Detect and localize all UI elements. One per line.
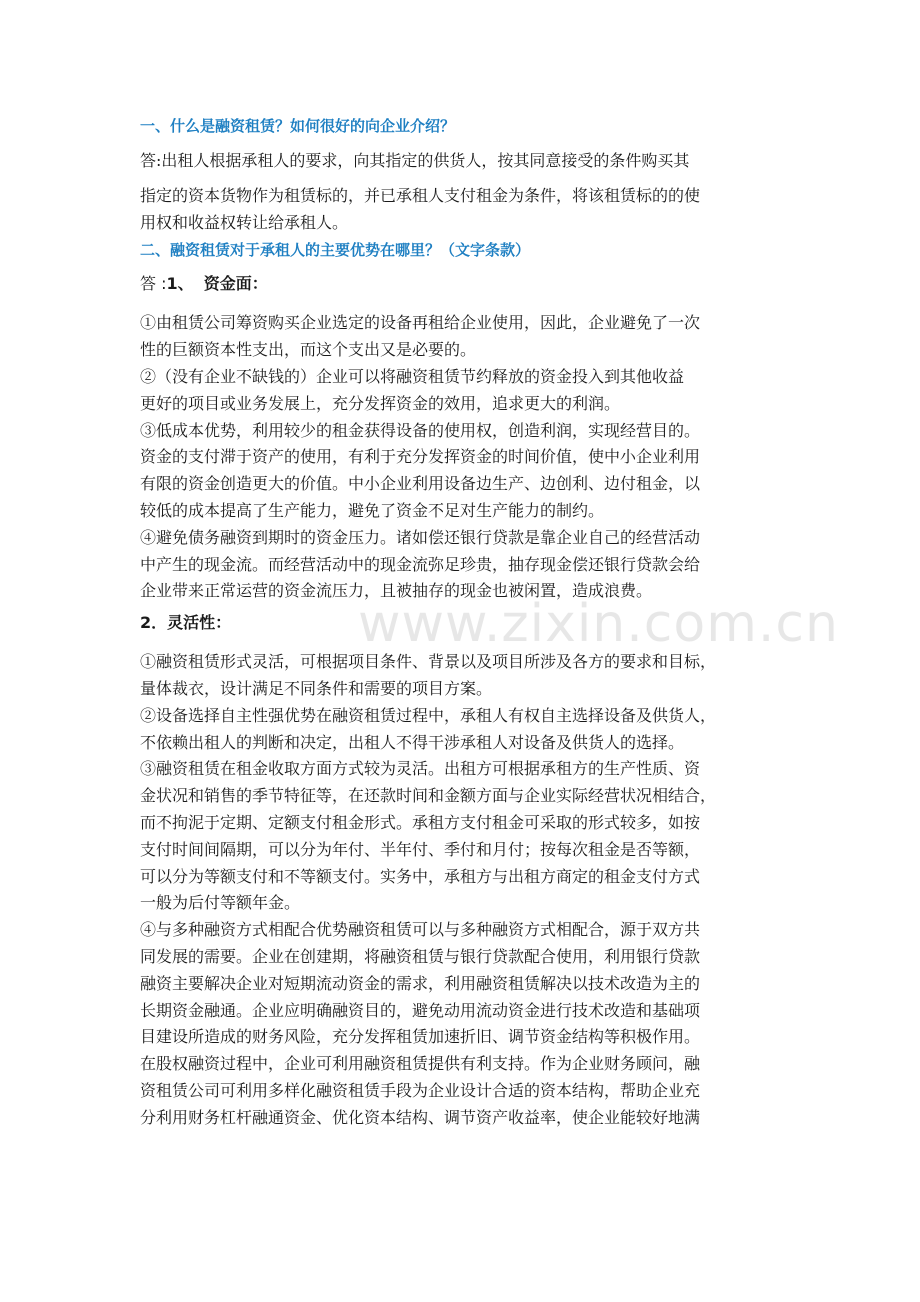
section-1-body [140,310,790,605]
text-line: 长期资金融通。企业应明确融资目的，避免动用流动资金进行技术改造和基础项 [140,1000,701,1020]
section-2-paragraph [140,756,790,917]
question-2-heading: 二、融资租赁对于承租人的主要优势在哪里？（文字条款） [140,241,531,260]
answer-1-line-2: 指定的资本货物作为租赁标的，并已承租人支付租金为条件，将该租赁标的的使 [140,185,701,205]
text-line: ③融资租赁在租金收取方面方式较为灵活。出租方可根据承租方的生产性质、资 [140,759,701,779]
text-line: 在股权融资过程中，企业可利用融资租赁提供有利支持。作为企业财务顾问，融 [140,1054,701,1074]
text-line: ②设备选择自主性强优势在融资租赁过程中，承租人有权自主选择设备及供货人， [140,705,717,725]
section-1-paragraph [140,418,790,525]
document-page [140,112,790,1132]
answer-1-paragraph [140,183,790,237]
text-line: ①融资租赁形式灵活，可根据项目条件、背景以及项目所涉及各方的要求和目标， [140,652,717,672]
text-line: 性的巨额资本性支出，而这个支出又是必要的。 [140,340,477,360]
text-line: 资租赁公司可利用多样化融资租赁手段为企业设计合适的资本结构，帮助企业充 [140,1080,701,1100]
text-line: 有限的资金创造更大的价值。中小企业利用设备边生产、边创利、边付租金，以 [140,474,701,494]
text-line: 企业带来正常运营的资金流压力，且被抽存的现金也被闲置，造成浪费。 [140,581,653,601]
text-line: 资金的支付滞于资产的使用，有利于充分发挥资金的时间价值，使中小企业利用 [140,447,701,467]
text-line: 更好的项目或业务发展上，充分发挥资金的效用，追求更大的利润。 [140,393,621,413]
question-1-heading: 一、什么是融资租赁？如何很好的向企业介绍？ [140,117,456,135]
text-line: 金状况和销售的季节特征等，在还款时间和金额方面与企业实际经营状况相结合， [140,786,717,806]
section-1-heading [140,270,790,298]
text-line: 支付时间间隔期，可以分为年付、半年付、季付和月付；按每次租金是否等额， [140,839,701,859]
section-2-title: 灵活性： [167,613,232,633]
section-1-title: 资金面： [203,274,268,294]
text-line: 量体裁衣，设计满足不同条件和需要的项目方案。 [140,678,493,698]
section-2-number: 2． [140,613,168,633]
text-line: 一般为后付等额年金。 [140,893,301,913]
section-1-number: 1、 [166,274,194,294]
section-2-paragraph [140,649,790,703]
text-line: 可以分为等额支付和不等额支付。实务中，承租方与出租方商定的租金支付方式 [140,866,701,886]
section-2-paragraph [140,703,790,757]
text-line: 中产生的现金流。而经营活动中的现金流弥足珍贵，抽存现金偿还银行贷款会给 [140,554,701,574]
section-1-paragraph [140,310,790,364]
text-line: ④避免债务融资到期时的资金压力。诸如偿还银行贷款是靠企业自己的经营活动 [140,527,701,547]
text-line: ④与多种融资方式相配合优势融资租赁可以与多种融资方式相配合，源于双方共 [140,920,701,940]
section-2-body [140,649,790,1131]
text-line: 而不拘泥于定期、定额支付租金形式。承租方支付租金可采取的形式较多，如按 [140,812,701,832]
answer-1-line-3: 用权和收益权转让给承租人。 [140,212,349,232]
text-line: 较低的成本提高了生产能力，避免了资金不足对生产能力的制约。 [140,500,605,520]
text-line: 分利用财务杠杆融通资金、优化资本结构、调节资产收益率，使企业能较好地满 [140,1107,701,1127]
text-line: ③低成本优势，利用较少的租金获得设备的使用权，创造利润，实现经营目的。 [140,420,701,440]
text-line: 同发展的需要。企业在创建期，将融资租赁与银行贷款配合使用，利用银行贷款 [140,946,701,966]
text-line: ②（没有企业不缺钱的）企业可以将融资租赁节约释放的资金投入到其他收益 [140,366,685,386]
watermark: www.zixin.com.cn [358,594,839,654]
section-2-heading [140,609,790,637]
text-line: ①由租赁公司筹资购买企业选定的设备再租给企业使用，因此，企业避免了一次 [140,313,701,333]
text-line: 融资主要解决企业对短期流动资金的需求，利用融资租赁解决以技术改造为主的 [140,973,701,993]
section-1-paragraph [140,525,790,605]
section-2-paragraph [140,917,790,1131]
text-line: 目建设所造成的财务风险，充分发挥租赁加速折旧、调节资金结构等积极作用。 [140,1027,701,1047]
section-1-paragraph [140,364,790,418]
text-line: 不依赖出租人的判断和决定，出租人不得干涉承租人对设备及供货人的选择。 [140,732,685,752]
answer-1-line-1: 答:出租人根据承租人的要求，向其指定的供货人，按其同意接受的条件购买其 [140,151,690,170]
answer-prefix: 答 : [140,274,167,294]
